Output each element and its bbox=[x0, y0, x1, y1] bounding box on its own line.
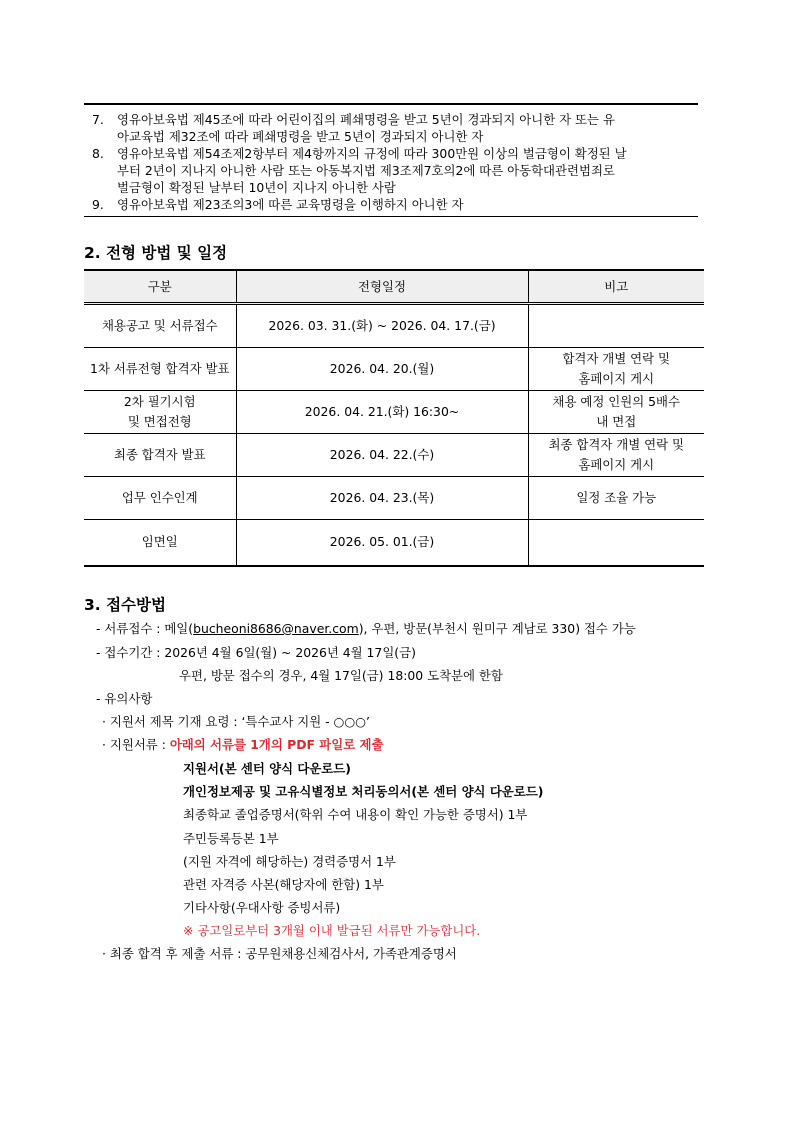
doc-item: 관련 자격증 사본(해당자에 한함) 1부 bbox=[183, 877, 384, 892]
note-line-2: 홈페이지 게시 bbox=[578, 371, 655, 386]
note-cell bbox=[528, 304, 704, 348]
stage-line-2: 및 면접전형 bbox=[127, 414, 192, 429]
stage-cell: 1차 서류전형 합격자 발표 bbox=[84, 348, 236, 391]
schedule-table bbox=[84, 269, 704, 567]
item-8-number: 8. bbox=[92, 146, 104, 161]
table-row bbox=[84, 477, 704, 520]
note-line-2: 내 면접 bbox=[596, 414, 637, 429]
docs-validity-note: ※ 공고일로부터 3개월 이내 발급된 서류만 가능합니다. bbox=[183, 923, 481, 938]
item-8-line-1: 영유아보육법 제54조제2항부터 제4항까지의 규정에 따라 300만원 이상의 벌금형이 확정된 날 bbox=[117, 146, 627, 161]
date-cell: 2026. 03. 31.(화) ~ 2026. 04. 17.(금) bbox=[236, 304, 528, 348]
application-docs-line bbox=[102, 736, 383, 754]
table-row bbox=[84, 391, 704, 434]
submission-period: - 접수기간 : 2026년 4월 6일(월) ~ 2026년 4월 17일(금) bbox=[96, 645, 416, 660]
stage-cell: 임면일 bbox=[84, 520, 236, 566]
item-7-number: 7. bbox=[92, 112, 104, 127]
stage-line-1: 2차 필기시험 bbox=[123, 394, 196, 409]
doc-item: (지원 자격에 해당하는) 경력증명서 1부 bbox=[183, 854, 396, 869]
date-cell: 2026. 04. 22.(수) bbox=[236, 434, 528, 477]
header-stage: 구분 bbox=[84, 270, 236, 304]
table-row bbox=[84, 434, 704, 477]
table-row bbox=[84, 520, 704, 566]
item-7-line-2: 아교육법 제32조에 따라 폐쇄명령을 받고 5년이 경과되지 아니한 자 bbox=[117, 129, 484, 144]
stage-cell: 채용공고 및 서류접수 bbox=[84, 304, 236, 348]
email-link[interactable]: bucheoni8686@naver.com bbox=[193, 621, 359, 636]
note-line-1: 합격자 개별 연락 및 bbox=[562, 351, 671, 366]
item-8-line-2: 부터 2년이 지나지 아니한 사람 또는 아동복지법 제3조제7호의2에 따른 아동학대관련범죄로 bbox=[117, 163, 615, 178]
doc-item: 최종학교 졸업증명서(학위 수여 내용이 확인 가능한 증명서) 1부 bbox=[183, 807, 528, 822]
section-2-title: 2. 전형 방법 및 일정 bbox=[84, 244, 228, 262]
stage-cell: 최종 합격자 발표 bbox=[84, 434, 236, 477]
doc-application-form: 지원서(본 센터 양식 다운로드) bbox=[183, 761, 351, 776]
title-rule: · 지원서 제목 기재 요령 : ‘특수교사 지원 - ○○○’ bbox=[102, 714, 370, 729]
doc-privacy-consent: 개인정보제공 및 고유식별정보 처리동의서(본 센터 양식 다운로드) bbox=[183, 784, 544, 799]
item-9-number: 9. bbox=[92, 197, 104, 212]
header-date: 전형일정 bbox=[236, 270, 528, 304]
table-row bbox=[84, 348, 704, 391]
table-header-row bbox=[84, 270, 704, 304]
stage-cell: 업무 인수인계 bbox=[84, 477, 236, 520]
stage-cell bbox=[84, 391, 236, 434]
pdf-submission-notice: 아래의 서류를 1개의 PDF 파일로 제출 bbox=[169, 737, 384, 752]
date-cell: 2026. 04. 20.(월) bbox=[236, 348, 528, 391]
application-docs-label: · 지원서류 : bbox=[102, 737, 170, 752]
date-cell: 2026. 04. 23.(목) bbox=[236, 477, 528, 520]
caution-label: - 유의사항 bbox=[96, 691, 153, 706]
doc-item: 주민등록등본 1부 bbox=[183, 831, 279, 846]
final-docs: · 최종 합격 후 제출 서류 : 공무원채용신체검사서, 가족관계증명서 bbox=[102, 946, 457, 961]
item-9-line-1: 영유아보육법 제23조의3에 따른 교육명령을 이행하지 아니한 자 bbox=[117, 197, 464, 212]
item-8-line-3: 벌금형이 확정된 날부터 10년이 지나지 아니한 사람 bbox=[117, 180, 396, 195]
table-row bbox=[84, 304, 704, 348]
section-3-title: 3. 접수방법 bbox=[84, 596, 166, 614]
note-cell: 일정 조율 가능 bbox=[528, 477, 704, 520]
submission-prefix: - 서류접수 : 메일( bbox=[96, 621, 194, 636]
note-line-1: 채용 예정 인원의 5배수 bbox=[552, 394, 680, 409]
note-cell bbox=[528, 520, 704, 566]
note-cell bbox=[528, 434, 704, 477]
note-cell bbox=[528, 391, 704, 434]
date-cell: 2026. 05. 01.(금) bbox=[236, 520, 528, 566]
disqualification-list bbox=[84, 103, 698, 217]
submission-period-note: 우편, 방문 접수의 경우, 4월 17일(금) 18:00 도착분에 한함 bbox=[179, 668, 503, 683]
item-7-line-1: 영유아보육법 제45조에 따라 어린이집의 폐쇄명령을 받고 5년이 경과되지 아니한 자 또는 유 bbox=[117, 112, 615, 127]
note-line-2: 홈페이지 게시 bbox=[578, 457, 655, 472]
doc-item: 기타사항(우대사항 증빙서류) bbox=[183, 900, 341, 915]
date-cell: 2026. 04. 21.(화) 16:30~ bbox=[236, 391, 528, 434]
submission-method-line bbox=[96, 620, 636, 638]
note-line-1: 최종 합격자 개별 연락 및 bbox=[548, 437, 684, 452]
submission-suffix: ), 우편, 방문(부천시 원미구 계남로 330) 접수 가능 bbox=[358, 621, 636, 636]
header-note: 비고 bbox=[528, 270, 704, 304]
note-cell bbox=[528, 348, 704, 391]
